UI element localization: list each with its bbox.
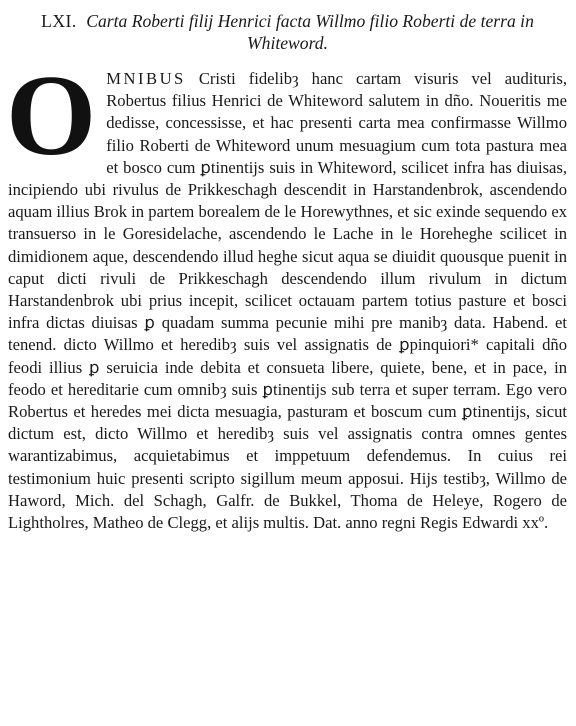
charter-title: Carta Roberti filij Henrici facta Willmo filio Roberti de terra in Whiteword. — [86, 11, 534, 53]
charter-body-text: Cristi fidelibȝ hanc cartam visuris vel audituris, Robertus filius Henrici de Whiteword salutem in dño. Noueritis me dedisse, concessisse, et hac presenti carta mea confirmasse Willmo filio Roberti de Whiteword unum mesuagium cum tota pastura mea et bosco cum ꝑtinentijs suis in Whiteword, scilicet infra has diuisas, incipiendo ubi rivulus de Prikkeschagh descendit in Harstandenbrok, ascendendo aquam illius Brok in partem borealem de le Horewythnes, et sic exinde sequendo ex transuerso in le Goresidelache, ascendendo le Lache in le Horeheghe scilicet in dimidionem aque, descendendo illud heghe sicut aqua se diuidit quousque puenit in caput dicti rivuli de Prikkeschagh descendendo illum rivulum in dictum Harstandenbrok ubi prius incepit, scilicet octauam partem totius pasture et bosci infra dictas diuisas ꝑ quadam summa pecunie mihi pre manibȝ data. Habend. et tenend. dicto Willmo et heredibȝ suis vel assignatis de ꝑpinquiori* capitali dño feodi illius ꝑ seruicia inde debita et consueta libere, quiete, bene, et in pace, in feodo et hereditarie cum omnibȝ suis ꝑtinentijs sub terra et super terram. Ego vero Robertus et heredes mei dicta mesuagia, pasturam et boscum cum ꝑtinentijs, sicut dictum est, dicto Willmo et heredibȝ suis vel assignatis contra omnes gentes warantizabimus, acquietabimus et imppetuum defendemus. In cuius rei testimonium huic presenti scripto sigillum meum apposui. Hijs testibȝ, Willmo de Haword, Mich. del Schagh, Galfr. de Bukkel, Thoma de Heleye, Rogero de Lightholres, Matheo de Clegg, et alijs multis. Dat. anno regni Regis Edwardi xxº. — [8, 69, 567, 533]
charter-body — [6, 52, 567, 534]
opening-word: MNIBUS — [106, 69, 186, 88]
drop-cap: O — [6, 52, 97, 180]
charter-number: LXI. — [41, 11, 77, 31]
charter-heading — [8, 10, 567, 54]
